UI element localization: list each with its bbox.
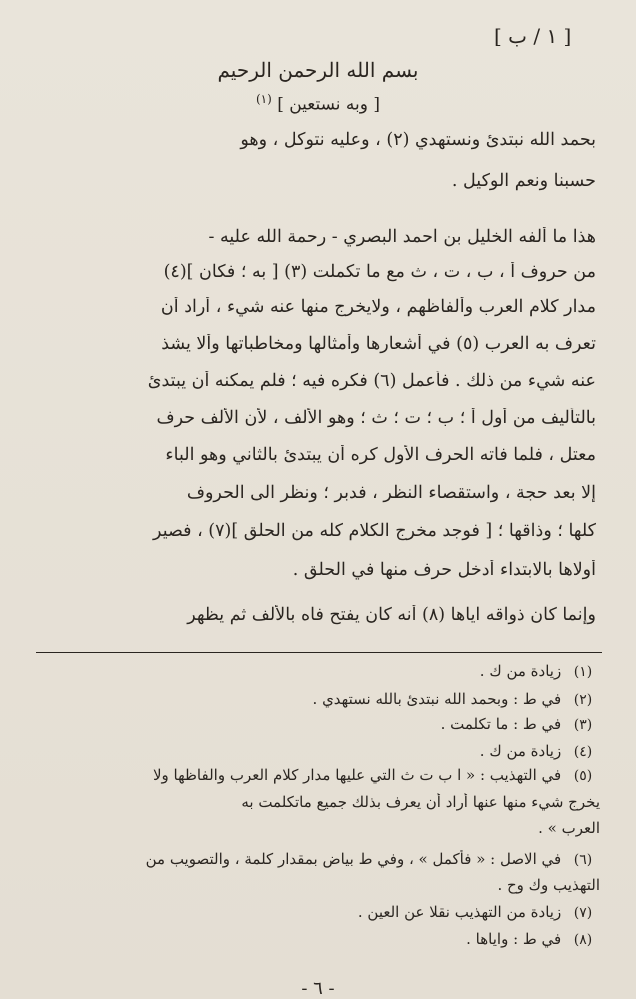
footnote-6-continuation: التهذيب وك وح . bbox=[497, 876, 600, 894]
footnote-5 bbox=[36, 766, 600, 784]
body-line-8: بالتأليف من أول أ ؛ ب ؛ ت ؛ ث ؛ وهو الألف ، لأن الألف حرف bbox=[156, 408, 596, 428]
footnote-divider bbox=[36, 652, 602, 653]
footnote-7 bbox=[36, 903, 600, 921]
body-line-7: عنه شيء من ذلك . فأعمل (٦) فكره فيه ؛ فلم يمكنه أن يبتدئ bbox=[147, 371, 596, 391]
folio-marker: [ ١ / ب ] bbox=[494, 24, 572, 48]
footnote-4 bbox=[36, 742, 600, 760]
footnote-number: (١) bbox=[573, 664, 593, 680]
body-line-4: من حروف أ ، ب ، ت ، ث مع ما تكملت (٣) [ به ؛ فكان ](٤) bbox=[163, 262, 596, 282]
body-line-9: معتل ، فلما فاته الحرف الأول كره أن يبتدئ بالثاني وهو الباء bbox=[165, 445, 596, 465]
footnote-number: (٧) bbox=[573, 905, 593, 921]
footnote-number: (٣) bbox=[573, 717, 593, 733]
body-line-2: حسبنا ونعم الوكيل . bbox=[451, 171, 596, 191]
footnote-2 bbox=[36, 690, 600, 708]
intro-text: [ وبه نستعين ] bbox=[277, 94, 381, 115]
body-line-12: أولاها بالابتداء أدخل حرف منها في الحلق . bbox=[292, 560, 596, 580]
footnote-text: زيادة من ك . bbox=[479, 662, 562, 680]
footnote-text: في ط : وبحمد الله نبتدئ بالله نستهدي . bbox=[312, 690, 562, 708]
footnote-text: في ط : ما تكلمت . bbox=[440, 715, 562, 733]
body-line-10: إلا بعد حجة ، واستقصاء النظر ، فدبر ؛ ونظر الى الحروف bbox=[186, 483, 596, 503]
footnote-6 bbox=[36, 850, 600, 868]
body-line-3: هذا ما ألفه الخليل بن احمد البصري - رحمة الله عليه - bbox=[208, 227, 596, 247]
footnote-5-continuation-1: يخرج شيء منها عنها أراد أن يعرف بذلك جميع ماتكلمت به bbox=[241, 793, 600, 811]
footnote-8 bbox=[36, 930, 600, 948]
footnote-3 bbox=[36, 715, 600, 733]
footnote-text: في الاصل : « فأكمل » ، وفي ط بياض بمقدار كلمة ، والتصويب من bbox=[145, 850, 562, 868]
footnote-5-continuation-2: العرب » . bbox=[538, 819, 600, 837]
footnote-number: (٥) bbox=[573, 768, 593, 784]
footnote-number: (٢) bbox=[573, 692, 593, 708]
body-line-5: مدار كلام العرب وألفاظهم ، ولايخرج منها عنه شيء ، أراد أن bbox=[160, 297, 596, 317]
footnote-text: زيادة من التهذيب نقلا عن العين . bbox=[357, 903, 562, 921]
footnote-text: زيادة من ك . bbox=[479, 742, 562, 760]
intro-note-ref: (١) bbox=[255, 92, 272, 106]
footnote-number: (٦) bbox=[573, 852, 593, 868]
body-line-6: تعرف به العرب (٥) في أشعارها وأمثالها ومخاطباتها وألا يشذ bbox=[161, 334, 596, 354]
footnote-number: (٤) bbox=[573, 744, 593, 760]
footnote-text: في ط : واياها . bbox=[466, 930, 562, 948]
body-line-11: كلها ؛ وذاقها ؛ [ فوجد مخرج الكلام كله من الحلق ](٧) ، فصير bbox=[153, 521, 596, 541]
footnote-text: في التهذيب : « ا ب ت ث التي عليها مدار كلام العرب والفاظها ولا bbox=[152, 766, 562, 784]
intro-line bbox=[0, 92, 636, 115]
body-line-1: بحمد الله نبتدئ ونستهدي (٢) ، وعليه نتوكل ، وهو bbox=[240, 130, 596, 150]
body-line-13: وإنما كان ذواقه اياها (٨) أنه كان يفتح فاه بالألف ثم يظهر bbox=[187, 605, 596, 625]
footnote-1 bbox=[36, 662, 600, 680]
page-number: - ٦ - bbox=[301, 978, 335, 999]
basmala-heading: بسم الله الرحمن الرحيم bbox=[217, 58, 419, 82]
footnote-number: (٨) bbox=[573, 932, 593, 948]
